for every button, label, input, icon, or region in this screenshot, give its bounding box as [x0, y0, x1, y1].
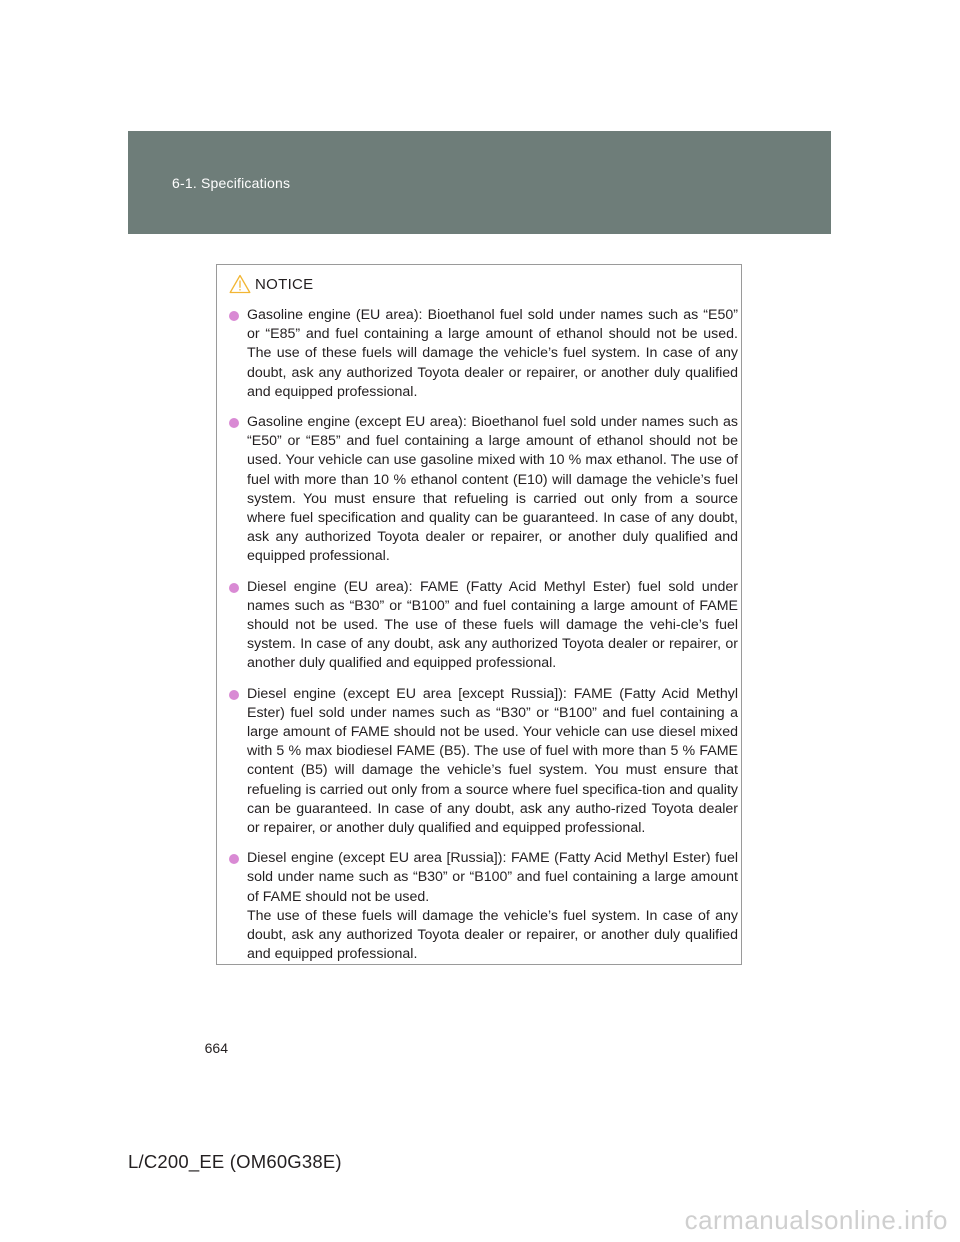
bullet-dot-icon	[229, 418, 239, 428]
notice-box	[216, 264, 742, 965]
notice-item-diesel-russia	[227, 849, 738, 964]
bullet-dot-icon	[229, 854, 239, 864]
section-header-band	[128, 131, 831, 234]
notice-heading	[255, 273, 313, 295]
bullet-dot-icon	[229, 690, 239, 700]
notice-item-diesel-eu	[227, 578, 738, 674]
notice-item-text: Gasoline engine (EU area): Bioethanol fuel sold under names such as “E50” or “E85” and fuel containing a large amount of ethanol should not be used. The use of these fuels will damage the vehicle’s fuel system. In case of any doubt, ask any authorized Toyota dealer or repairer, or another duly qualified and equipped professional.	[247, 307, 738, 400]
page-number: 664	[204, 1040, 228, 1056]
notice-item-gasoline-eu	[227, 306, 738, 402]
watermark: carmanualsonline.info	[684, 1205, 948, 1235]
section-title: 6-1. Specifications	[172, 175, 291, 191]
notice-item-text: Diesel engine (except EU area [except Russia]): FAME (Fatty Acid Methyl Ester) fuel sold under names such as “B30” or “B100” and fuel containing a large amount of FAME should not be used. Your vehicle can use diesel mixed with 5 % max biodiesel FAME (B5). The use of fuel with more than 5 % FAME content (B5) will damage the vehicle’s fuel system. You must ensure that refueling is carried out only from a source where fuel specifica-tion and quality can be guaranteed. In case of any doubt, ask any autho-rized Toyota dealer or repairer, or another duly qualified and equipped professional.	[247, 685, 738, 837]
bullet-dot-icon	[229, 311, 239, 321]
bullet-dot-icon	[229, 583, 239, 593]
notice-item-text: Diesel engine (EU area): FAME (Fatty Acid Methyl Ester) fuel sold under names such as “B30” or “B100” and fuel containing a large amount of FAME should not be used. The use of these fuels will damage the vehi-cle’s fuel system. In case of any doubt, ask any authorized Toyota dealer or repairer, or another duly qualified and equipped professional.	[247, 578, 738, 672]
notice-item-gasoline-except-eu	[227, 413, 738, 567]
notice-item-text: Diesel engine (except EU area [Russia]): FAME (Fatty Acid Methyl Ester) fuel sold under name such as “B30” or “B100” and fuel containing a large amount of FAME should not be used. The use of these fuels will damage the vehicle’s fuel system. In case of any doubt, ask any authorized Toyota dealer or repairer, or another duly qualified and equipped professional.	[247, 850, 738, 963]
notice-item-diesel-except-eu-except-russia	[227, 685, 738, 839]
warning-triangle-icon	[229, 274, 251, 294]
notice-label: NOTICE	[255, 275, 314, 293]
notice-item-text: Gasoline engine (except EU area): Bioethanol fuel sold under names such as “E50” or “E85” and fuel containing a large amount of ethanol should not be used. Your vehicle can use gasoline mixed with 10 % max ethanol. The use of fuel with more than 10 % ethanol content (E10) will damage the vehicle’s fuel system. You must ensure that refueling is carried out only from a source where fuel specification and quality can be guaranteed. In case of any doubt, ask any authorized Toyota dealer or repairer, or another duly qualified and equipped professional.	[247, 414, 738, 565]
notice-list	[227, 306, 738, 976]
document-code: L/C200_EE (OM60G38E)	[128, 1151, 342, 1172]
